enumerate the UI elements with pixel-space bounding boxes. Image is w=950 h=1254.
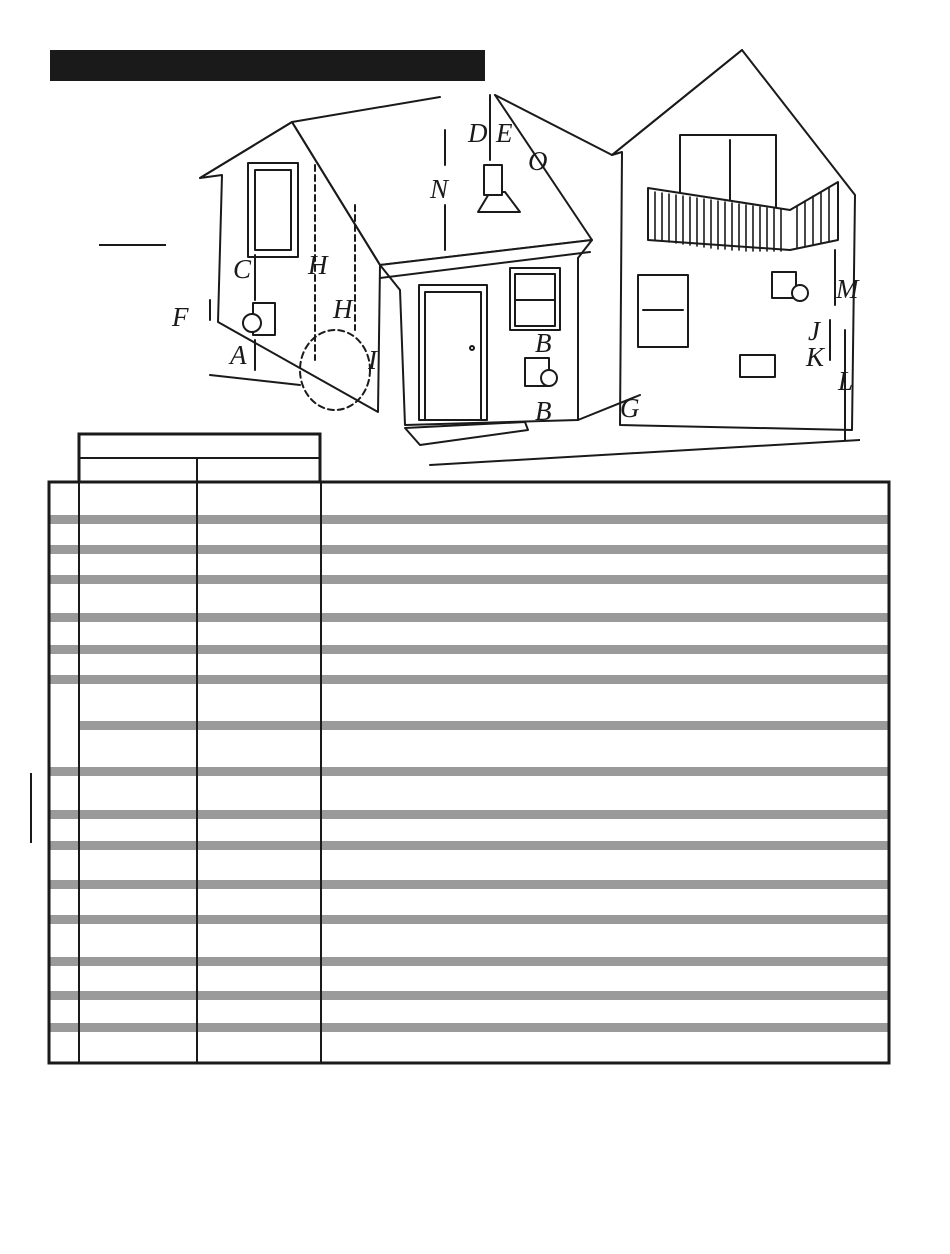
- label-f: F: [172, 302, 189, 332]
- label-a: A: [230, 340, 247, 370]
- label-o: O: [528, 146, 548, 176]
- label-c: C: [233, 254, 252, 284]
- label-h-upper: H: [308, 250, 328, 280]
- label-j: J: [808, 316, 820, 346]
- label-m: M: [836, 274, 859, 304]
- label-b-lower: B: [535, 396, 552, 426]
- label-l: L: [838, 366, 854, 396]
- label-k: K: [806, 342, 825, 372]
- label-h-lower: H: [333, 294, 353, 324]
- label-d: D: [468, 118, 488, 148]
- label-e: E: [496, 118, 513, 148]
- label-i: I: [368, 345, 377, 375]
- label-g: G: [620, 393, 640, 423]
- label-b-upper: B: [535, 328, 552, 358]
- label-n: N: [430, 174, 449, 204]
- table-stripes: [50, 515, 888, 1032]
